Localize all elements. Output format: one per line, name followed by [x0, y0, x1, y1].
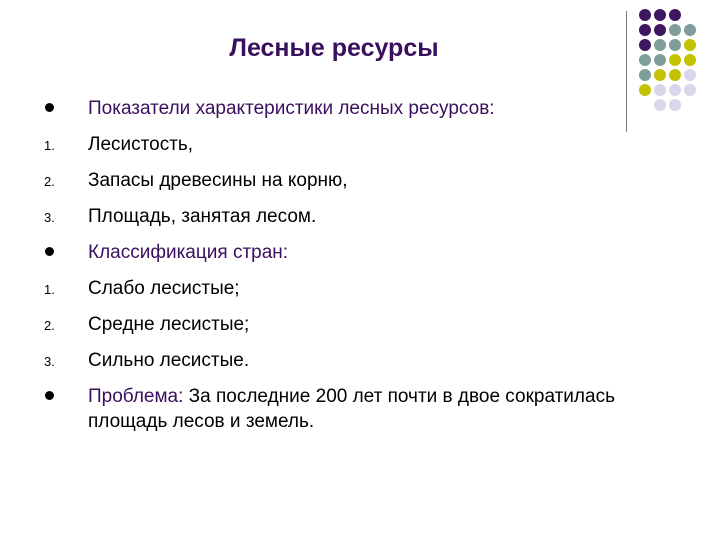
- list-number: 3.: [44, 354, 55, 369]
- decorative-dot: [669, 69, 681, 81]
- list-item: [36, 348, 636, 373]
- list-item: [36, 132, 636, 157]
- list-number: 1.: [44, 138, 55, 153]
- list-number: 2.: [44, 318, 55, 333]
- decorative-dot: [654, 39, 666, 51]
- bullet-icon: [36, 384, 88, 400]
- item-text: Слабо лесистые;: [88, 278, 240, 299]
- item-text: Площадь, занятая лесом.: [88, 206, 317, 227]
- decorative-dot: [669, 54, 681, 66]
- decorative-dot: [669, 99, 681, 111]
- list-number: 3.: [44, 210, 55, 225]
- list-item: [36, 240, 636, 265]
- decorative-dot: [669, 9, 681, 21]
- decorative-dot-grid: [639, 9, 719, 119]
- decorative-dot: [669, 24, 681, 36]
- item-label: Классификация стран:: [88, 242, 289, 263]
- list-item: [36, 96, 636, 121]
- decorative-dot: [654, 69, 666, 81]
- decorative-dot: [639, 39, 651, 51]
- list-number: 2.: [44, 174, 55, 189]
- decorative-dot: [654, 24, 666, 36]
- list-item: [36, 276, 636, 301]
- decorative-dot: [684, 69, 696, 81]
- decorative-dot: [684, 39, 696, 51]
- decorative-dot: [639, 9, 651, 21]
- decorative-dot: [639, 54, 651, 66]
- decorative-dot: [654, 84, 666, 96]
- decorative-dot: [684, 24, 696, 36]
- decorative-dot: [669, 39, 681, 51]
- decorative-dot: [654, 99, 666, 111]
- bullet-icon: [36, 240, 88, 256]
- decorative-dot: [639, 69, 651, 81]
- slide-title: Лесные ресурсы: [229, 34, 439, 62]
- item-text: Лесистость,: [88, 134, 194, 155]
- decorative-dot: [639, 24, 651, 36]
- decorative-dot: [639, 84, 651, 96]
- decorative-dot: [654, 9, 666, 21]
- list-number: 1.: [44, 282, 55, 297]
- slide-body: [36, 96, 636, 445]
- decorative-dot: [654, 54, 666, 66]
- item-text: За последние 200 лет почти в двое сократилась площадь лесов и земель.: [88, 386, 615, 432]
- item-label: Показатели характеристики лесных ресурсов:: [88, 98, 495, 119]
- list-item: [36, 384, 636, 434]
- item-text: Сильно лесистые.: [88, 350, 250, 371]
- list-item: [36, 168, 636, 193]
- decorative-dot: [684, 84, 696, 96]
- item-text: Средне лесистые;: [88, 314, 250, 335]
- decorative-dot: [669, 84, 681, 96]
- bullet-icon: [36, 96, 88, 112]
- list-item: [36, 204, 636, 229]
- item-text: Запасы древесины на корню,: [88, 170, 348, 191]
- item-label: Проблема:: [88, 386, 184, 407]
- list-item: [36, 312, 636, 337]
- decorative-dot: [684, 54, 696, 66]
